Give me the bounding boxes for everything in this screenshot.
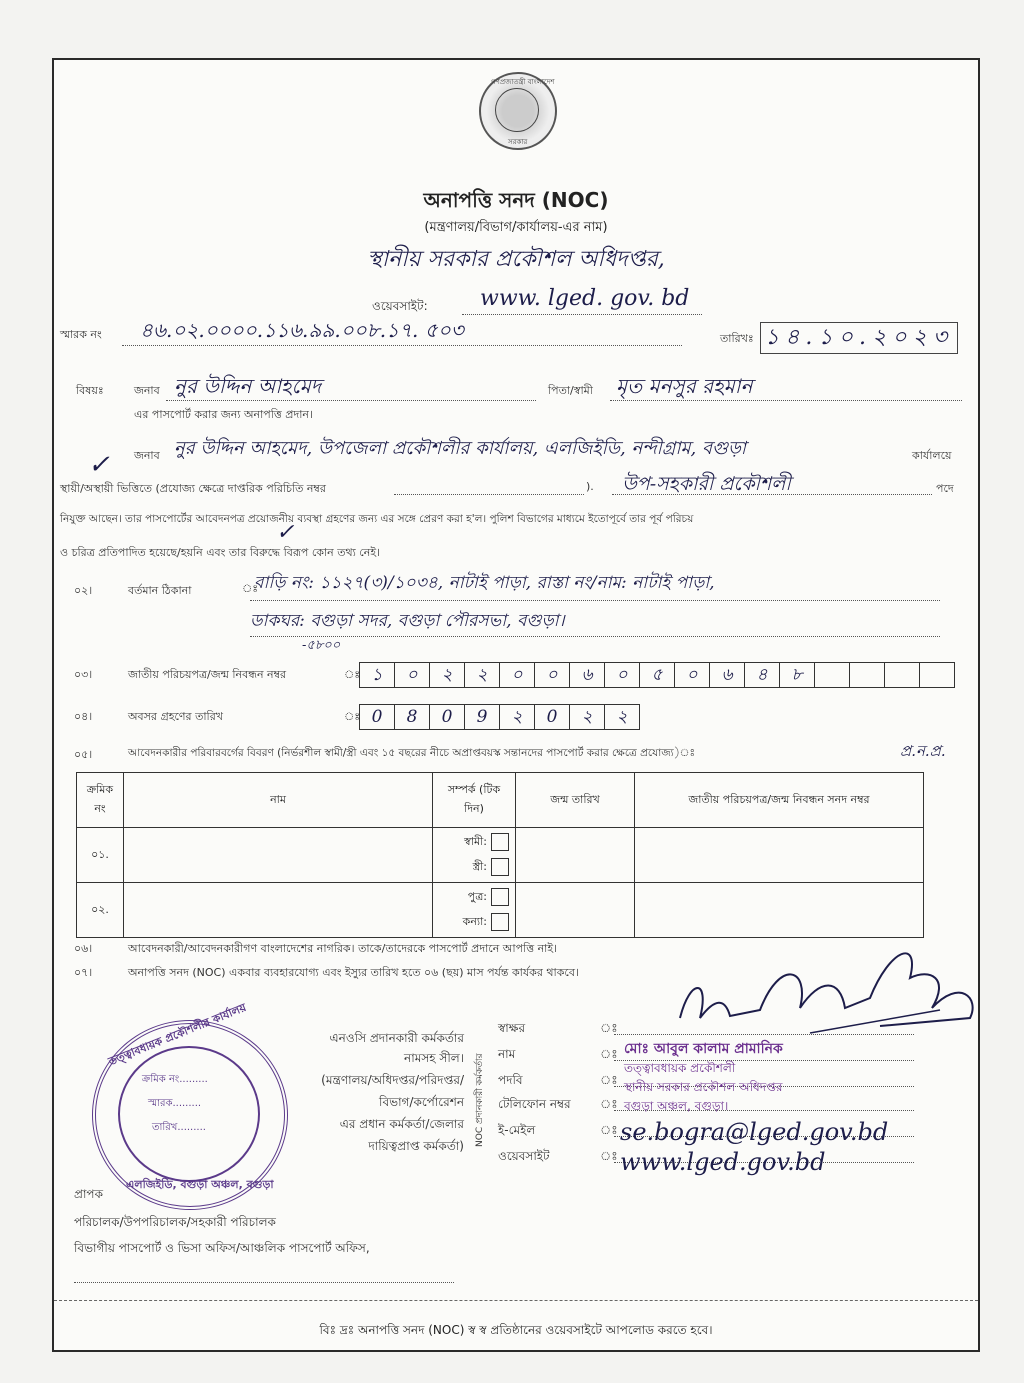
nid-digit-box[interactable]: ০ <box>604 662 640 688</box>
field-colon: ঃ <box>600 1073 618 1087</box>
vertical-label: NOC প্রদানকারী কর্মকর্তার <box>475 1053 485 1147</box>
officer-email: se.bogra@lged.gov.bd <box>620 1118 889 1146</box>
nid-digit-box[interactable]: ৬ <box>569 662 605 688</box>
stamp-arc-bottom: এলজিইডি, বগুড়া অঞ্চল, বগুড়া <box>126 1178 274 1191</box>
body-line4: ও চরিত্র প্রতিপাদিত হয়েছে/হয়নি এবং তার বিরুদ্ধে বিরূপ কোন তথ্য নেই। <box>60 546 380 559</box>
issuer-field-label: ই-মেইল <box>498 1123 536 1137</box>
officer-designation: তত্ত্বাবধায়ক প্রকৌশলী <box>624 1061 736 1075</box>
col-name: নাম <box>124 773 433 828</box>
wife-checkbox[interactable] <box>491 858 509 876</box>
issuer-desc-line: নামসহ সীল। <box>404 1051 464 1065</box>
field-colon: ঃ <box>600 1097 618 1111</box>
address-postcode: -৫৮০০ <box>302 638 341 653</box>
field-colon: ঃ <box>600 1021 618 1035</box>
father-label: পিতা/স্বামী <box>548 384 593 397</box>
nid-digit-box[interactable]: ২ <box>464 662 500 688</box>
government-seal-icon <box>479 72 557 150</box>
memo-date: ১৪.১০.২০২৩ <box>760 322 958 354</box>
item-06-number: ০৬। <box>74 942 93 955</box>
retire-digit-box[interactable]: 0 <box>359 704 395 730</box>
rel-option-husband: স্বামী: <box>464 835 487 848</box>
memo-number: ৪৬.০২.০০০০.১১৬.৯৯.০০৮.১৭. ৫০৩ <box>140 318 464 342</box>
row-relation <box>433 828 516 883</box>
body-line3: নিযুক্ত আছেন। তার পাসপোর্টের আবেদনপত্র প্রয়োজনীয় ব্যবস্থা গ্রহণের জন্য এর সঙ্গে প্রেরণ করা হ'ল। পুলিশ বিভাগের মাধ্যমে ইতোপূর্বে তার পূর্ব পরিচয় <box>60 513 694 525</box>
retire-boxes <box>360 704 640 730</box>
stamp-memo: স্মারক......... <box>148 1098 202 1109</box>
issuer-field-label: নাম <box>498 1047 516 1061</box>
check-mark-icon: ✓ <box>88 450 110 480</box>
org-name: স্থানীয় সরকার প্রকৌশল অধিদপ্তর, <box>367 247 665 272</box>
col-nid: জাতীয় পরিচয়পত্র/জন্ম নিবন্ধন সনদ নম্বর <box>635 773 924 828</box>
item-05-number: ০৫। <box>74 748 93 761</box>
father-name: মৃত মনসুর রহমান <box>616 374 753 398</box>
nid-digit-box[interactable]: ০ <box>499 662 535 688</box>
applicant-office: নুর উদ্দিন আহমেদ, উপজেলা প্রকৌশলীর কার্যালয়, এলজিইডি, নন্দীগ্রাম, বগুড়া <box>174 438 747 459</box>
item-03-number: ০৩। <box>74 668 93 681</box>
item-07-number: ০৭। <box>74 966 93 979</box>
subject-jonab: জনাব <box>134 384 160 397</box>
son-checkbox[interactable] <box>491 888 509 906</box>
nid-digit-box[interactable] <box>814 662 850 688</box>
officer-region: বগুড়া অঞ্চল, বগুড়া। <box>624 1099 729 1113</box>
retire-digit-box[interactable]: ২ <box>604 704 640 730</box>
retire-digit-box[interactable]: ২ <box>499 704 535 730</box>
subject-purpose: এর পাসপোর্ট করার জন্য অনাপত্তি প্রদান। <box>134 408 313 421</box>
row-nid[interactable] <box>635 828 924 883</box>
nid-digit-box[interactable]: ২ <box>429 662 465 688</box>
retire-digit-box[interactable]: ২ <box>569 704 605 730</box>
issuer-field-label: ওয়েবসাইট <box>498 1149 550 1163</box>
nid-digit-box[interactable]: ০ <box>674 662 710 688</box>
col-relation: সম্পর্ক (টিক দিন) <box>433 773 516 828</box>
row-name[interactable] <box>124 828 433 883</box>
recipient-line2: বিভাগীয় পাসপোর্ট ও ভিসা অফিস/আঞ্চলিক পাসপোর্ট অফিস, <box>74 1241 370 1255</box>
stamp-serial: ক্রমিক নং......... <box>142 1074 208 1085</box>
website-value: www. lged. gov. bd <box>480 286 690 311</box>
nid-label: জাতীয় পরিচয়পত্র/জন্ম নিবন্ধন নম্বর <box>128 668 287 681</box>
family-label: আবেদনকারীর পরিবারবর্গের বিবরণ (নির্ভরশীল স্বামী/স্ত্রী এবং ১৫ বছরের নীচে অপ্রাপ্তবয়স্ক সন্তানদের পাসপোর্ট করার ক্ষেত্রে প্রযোজ্য)ঃ <box>128 747 696 759</box>
table-row <box>77 828 924 883</box>
page-subtitle: (মন্ত্রণালয়/বিভাগ/কার্যালয়-এর নাম) <box>424 220 608 235</box>
stamp-date: তারিখ......... <box>152 1122 206 1133</box>
col-birthdate: জন্ম তারিখ <box>516 773 635 828</box>
memo-label: স্মারক নং <box>60 328 102 341</box>
officer-dept: স্থানীয় সরকার প্রকৌশল অধিদপ্তর <box>624 1080 783 1094</box>
family-table-header <box>77 773 924 828</box>
noc-document: গণপ্রজাতন্ত্রী বাংলাদেশ সরকার অনাপত্তি সনদ (NOC) (মন্ত্রণালয়/বিভাগ/কার্যালয়-এর নাম) স্থানীয় সরকার প্রকৌশল অধিদপ্তর, ওয়েবসাইট: www. lged. gov. bd স্মারক নং ৪৬.০২.০০০০.১১৬.৯৯.০০৮.১৭. ৫০৩ তারিখঃ ১৪.১০.২০২৩ বিষয়ঃ জনাব নুর উদ্দিন আহমেদ পিতা/স্বামী মৃত মনসুর রহমান এর পাসপোর্ট করার জন্য অনাপত্তি প্রদান। জনাব নুর উদ্দিন আহমেদ, উপজেলা প্রকৌশলীর কার্যালয়, এলজিইডি, নন্দীগ্রাম, বগুড়া কার্যালয়ে ✓ স্থায়ী/অস্থায়ী ভিত্তিতে (প্রযোজ্য ক্ষেত্রে দাপ্তরিক পরিচিতি নম্বর ). উপ-সহকারী প্রকৌশলী পদে নিযুক্ত আছেন। তার পাসপোর্টের আবেদনপত্র প্রয়োজনীয় ব্যবস্থা গ্রহণের জন্য এর সঙ্গে প্রেরণ করা হ'ল। পুলিশ বিভাগের মাধ্যমে ইতোপূর্বে তার পূর্ব পরিচয় ✓ ও চরিত্র প্রতিপাদিত হয়েছে/হয়নি এবং তার বিরুদ্ধে বিরূপ কোন তথ্য নেই। ০২। বর্তমান ঠিকানা ঃ বাড়ি নং: ১১২৭(৩)/১০৩৪, নাটাই পাড়া, রাস্তা নং/নাম: নাটাই পাড়া, ডাকঘর: বগুড়া সদর, বগুড়া পৌরসভা, বগুড়া। -৫৮০০ ০৩। জাতীয় পরিচয়পত্র/জন্ম নিবন্ধন নম্বর ঃ ১ ০ ২ ২ ০ ০ ৬ ০ ৫ ০ ৬ ৪ ৮ ০৪। অবসর গ্রহণের তারিখ ঃ 0 8 0 9 ২ 0 ২ ২ ০৫। আবেদনকারীর পরিবারবর্গের বিবরণ (নির্ভরশীল স্বামী/স্ত্রী এবং ১৫ বছরের নীচে অপ্রাপ্তবয়স্ক সন্তানদের পাসপোর্ট করার ক্ষেত্রে প্রযোজ্য)ঃ প্র.ন.প্র. ক্রমিক নং নাম সম্পর্ক (টিক দিন) জন্ম তারিখ জাতীয় পরিচয়পত্র/জন্ম নিবন্ধন সনদ নম্বর ০১. স্বামী: স্ত্রী: ০২. পুত্র: কন্যা: ০৬। আবেদনকারী/আবেদনকারীগণ বাংলাদেশের নাগরিক। তাকে/তাদেরকে পাসপোর্ট প্রদানে আপত্তি নাই। ০৭। অনাপত্তি সনদ (NOC) একবার ব্যবহারযোগ্য এবং ইস্যুর তারিখ হতে ০৬ (ছয়) মাস পর্যন্ত কার্যকর থাকবে। তত্ত্বাবধায়ক প্রকৌশলীর কার্যালয় এলজিইডি, বগুড়া অঞ্চল, বগুড়া ক্রমিক নং......... স্মারক......... তারিখ......... এনওসি প্রদানকারী কর্মকর্তার নামসহ সীল। (মন্ত্রণালয়/অধিদপ্তর/পরিদপ্তর/ বিভাগ/কর্পোরেশন এর প্রধান কর্মকর্তা/জেলার দায়িত্বপ্রাপ্ত কর্মকর্তা) NOC প্রদানকারী কর্মকর্তার স্বাক্ষর ঃ নাম ঃ পদবি ঃ টেলিফোন নম্বর ঃ ই-মেইল ঃ ওয়েবসাইট ঃ মোঃ আবুল কালাম প্রামানিক তত্ত্বাবধায়ক প্রকৌশলী স্থানীয় সরকার প্রকৌশল অধিদপ্তর বগুড়া অঞ্চল, বগুড়া। se.bogra@lged.gov.bd www.lged.gov.bd প্রাপক পরিচালক/উপপরিচালক/সহকারী পরিচালক বিভাগীয় পাসপোর্ট ও ভিসা অফিস/আঞ্চলিক পাসপোর্ট অফিস, বিঃ দ্রঃ অনাপত্তি সনদ (NOC) স্ব স্ব প্রতিষ্ঠানের ওয়েবসাইটে আপলোড করতে হবে। <box>52 58 980 1352</box>
rel-option-wife: স্ত্রী: <box>472 860 487 873</box>
nid-digit-box[interactable]: ৫ <box>639 662 675 688</box>
issuer-desc-line: দায়িত্বপ্রাপ্ত কর্মকর্তা) <box>368 1139 464 1153</box>
officer-stamp <box>624 1040 783 1116</box>
issuer-field-label: পদবি <box>498 1073 523 1087</box>
post-title: উপ-সহকারী প্রকৌশলী <box>622 473 791 495</box>
col-serial: ক্রমিক নং <box>77 773 124 828</box>
nid-digit-box[interactable]: ০ <box>534 662 570 688</box>
nid-digit-box[interactable] <box>849 662 885 688</box>
nid-boxes <box>360 662 955 688</box>
item-06-text: আবেদনকারী/আবেদনকারীগণ বাংলাদেশের নাগরিক। তাকে/তাদেরকে পাসপোর্ট প্রদানে আপত্তি নাই। <box>128 942 558 955</box>
nid-digit-box[interactable]: ১ <box>359 662 395 688</box>
seal-top-text: গণপ্রজাতন্ত্রী বাংলাদেশ <box>491 78 555 86</box>
page-title: অনাপত্তি সনদ (NOC) <box>423 188 609 212</box>
field-colon: ঃ <box>600 1123 618 1137</box>
row-relation <box>433 883 516 938</box>
issuer-field-label: টেলিফোন নম্বর <box>498 1097 571 1111</box>
applicant-name: নুর উদ্দিন আহমেদ <box>174 374 322 398</box>
row-birthdate[interactable] <box>516 828 635 883</box>
daughter-checkbox[interactable] <box>491 913 509 931</box>
office-suffix: কার্যালয়ে <box>912 449 952 462</box>
retire-digit-box[interactable]: 0 <box>429 704 465 730</box>
check-mark-icon-2: ✓ <box>276 520 295 545</box>
signature-icon <box>670 938 990 1048</box>
nid-digit-box[interactable]: ৮ <box>779 662 815 688</box>
office-stamp <box>92 1000 288 1210</box>
family-note: প্র.ন.প্র. <box>900 742 946 760</box>
post-suffix: পদে <box>936 482 954 495</box>
field-colon: ঃ <box>600 1047 618 1061</box>
date-label: তারিখঃ <box>720 332 754 345</box>
body-line2: স্থায়ী/অস্থায়ী ভিত্তিতে (প্রযোজ্য ক্ষেত্রে দাপ্তরিক পরিচিতি নম্বর <box>60 482 326 495</box>
item-02-number: ০২। <box>74 584 93 597</box>
issuer-desc-line: এনওসি প্রদানকারী কর্মকর্তার <box>329 1031 464 1045</box>
field-colon: ঃ <box>600 1149 618 1163</box>
nid-digit-box[interactable]: ৬ <box>709 662 745 688</box>
subject-label: বিষয়ঃ <box>76 384 104 397</box>
recipient-line1: পরিচালক/উপপরিচালক/সহকারী পরিচালক <box>74 1215 276 1229</box>
nid-digit-box[interactable]: ০ <box>394 662 430 688</box>
stamp-arc-top: তত্ত্বাবধায়ক প্রকৌশলীর কার্যালয় <box>106 1000 249 1069</box>
nid-digit-box[interactable]: ৪ <box>744 662 780 688</box>
footer-note: বিঃ দ্রঃ অনাপত্তি সনদ (NOC) স্ব স্ব প্রতিষ্ঠানের ওয়েবসাইটে আপলোড করতে হবে। <box>319 1323 713 1337</box>
family-table <box>76 772 924 938</box>
table-row <box>77 883 924 938</box>
issuer-field-label: স্বাক্ষর <box>498 1021 526 1035</box>
retire-label: অবসর গ্রহণের তারিখ <box>128 710 223 723</box>
row-nid[interactable] <box>635 883 924 938</box>
issuer-desc-line: (মন্ত্রণালয়/অধিদপ্তর/পরিদপ্তর/ <box>321 1073 464 1087</box>
row-serial: ০১. <box>77 828 124 883</box>
issuer-desc-line: এর প্রধান কর্মকর্তা/জেলার <box>339 1117 464 1131</box>
retire-digit-box[interactable]: 9 <box>464 704 500 730</box>
rel-option-son: পুত্র: <box>467 890 487 903</box>
nid-digit-box[interactable] <box>919 662 955 688</box>
nid-digit-box[interactable] <box>884 662 920 688</box>
item-04-number: ০৪। <box>74 710 93 723</box>
item-07-text: অনাপত্তি সনদ (NOC) একবার ব্যবহারযোগ্য এবং ইস্যুর তারিখ হতে ০৬ (ছয়) মাস পর্যন্ত কার্যকর থাকবে। <box>128 966 579 979</box>
row-serial: ০২. <box>77 883 124 938</box>
address-line-2: ডাকঘর: বগুড়া সদর, বগুড়া পৌরসভা, বগুড়া। <box>250 611 565 631</box>
address-line-1: বাড়ি নং: ১১২৭(৩)/১০৩৪, নাটাই পাড়া, রাস্তা নং/নাম: নাটাই পাড়া, <box>254 573 715 593</box>
row-birthdate[interactable] <box>516 883 635 938</box>
retire-digit-box[interactable]: 8 <box>394 704 430 730</box>
officer-website: www.lged.gov.bd <box>620 1148 826 1176</box>
retire-digit-box[interactable]: 0 <box>534 704 570 730</box>
seal-bottom-text: সরকার <box>508 138 528 146</box>
row-name[interactable] <box>124 883 433 938</box>
recipient-label: প্রাপক <box>74 1187 103 1201</box>
officer-name: মোঃ আবুল কালাম প্রামানিক <box>624 1041 783 1057</box>
address-label: বর্তমান ঠিকানা <box>128 584 192 597</box>
husband-checkbox[interactable] <box>491 833 509 851</box>
website-label: ওয়েবসাইট: <box>372 299 428 313</box>
issuer-desc-line: বিভাগ/কর্পোরেশন <box>379 1095 464 1109</box>
body-jonab: জনাব <box>134 449 160 462</box>
rel-option-daughter: কন্যা: <box>462 915 487 928</box>
